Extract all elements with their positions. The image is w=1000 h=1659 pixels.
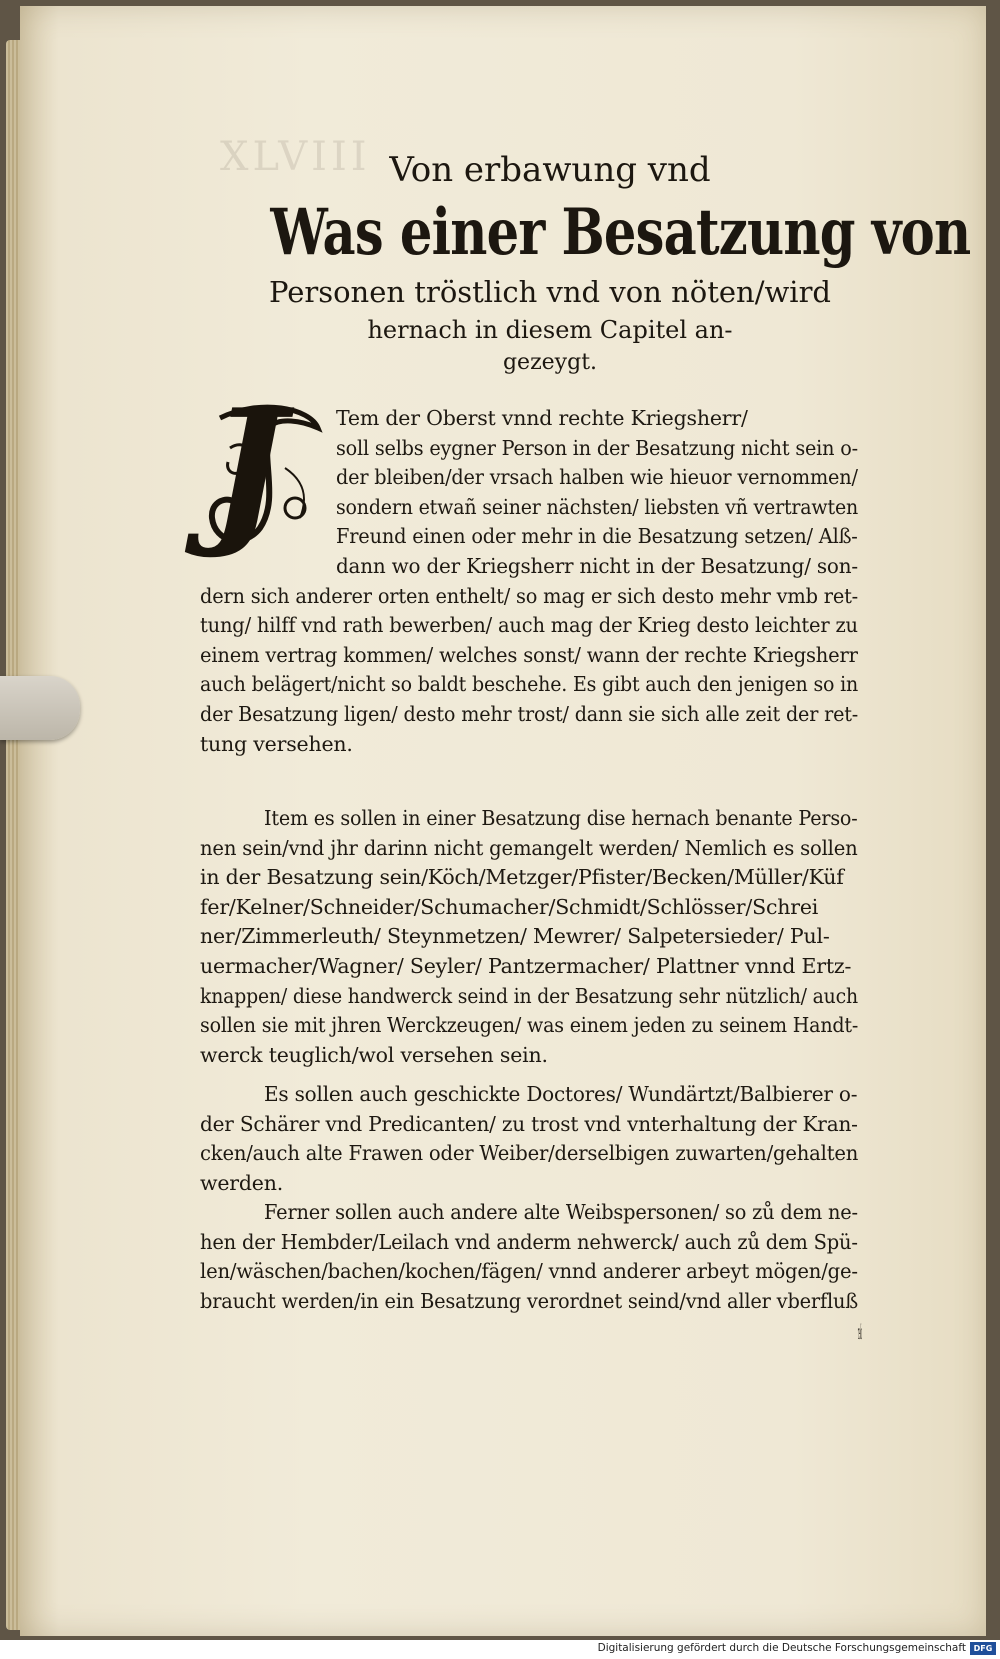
paragraph4-line: len/wäschen/bachen/kochen/fägen/ vnnd anderer arbeyt mögen/ge-: [200, 1259, 858, 1284]
paragraph1-line: tung versehen.: [200, 731, 353, 756]
paragraph2-line: knappen/ diese handwerck seind in der Besatzung sehr nützlich/ auch: [200, 983, 858, 1008]
paragraph1-line: sondern etwañ seiner nächsten/ liebsten vñ vertrawten: [336, 494, 859, 519]
paragraph3-line: werden.: [200, 1170, 284, 1195]
paragraph1-line: einem vertrag kommen/ welches sonst/ wann der rechte Kriegsherr: [200, 642, 858, 667]
heading-line-1: Von erbawung vnd: [389, 150, 711, 190]
paragraph2-line: uermacher/Wagner/ Seyler/ Pantzermacher/ Plattner vnnd Ertz-: [200, 954, 852, 978]
paragraph3-line: Es sollen auch geschickte Doctores/ Wundärtzt/Balbierer o-: [264, 1082, 858, 1106]
paragraph2-line: werck teuglich/wol versehen sein.: [200, 1042, 548, 1067]
paragraph1-line: der bleiben/der vrsach halben wie hieuor vernommen/: [336, 465, 858, 490]
decorated-initial: [200, 374, 328, 562]
paragraph1-line: Freund einen oder mehr in die Besatzung setzen/ Alß-: [336, 524, 858, 549]
footer-credit: Digitalisierung gefördert durch die Deutsche Forschungsgemeinschaft: [597, 1642, 966, 1654]
heading-line-5: gezeygt.: [502, 350, 598, 375]
bleed-through-folio: XLVIII: [220, 134, 371, 180]
dfg-logo: DFG: [970, 1642, 996, 1655]
paragraph3-line: der Schärer vnd Predicanten/ zu trost vnd vnterhaltung der Kran-: [200, 1111, 858, 1136]
heading-line-4: hernach in diesem Capitel an-: [367, 316, 733, 344]
paragraph1-line: dann wo der Kriegsherr nicht in der Besatzung/ son-: [336, 554, 858, 578]
paragraph2-line: in der Besatzung sein/Köch/Metzger/Pfister/Becken/Müller/Küf: [200, 865, 844, 890]
catchword: der: [857, 1320, 862, 1344]
heading-line-3: Personen tröstlich vnd von nöten/wird: [268, 275, 832, 309]
paragraph2-line: fer/Kelner/Schneider/Schumacher/Schmidt/Schlösser/Schrei: [200, 894, 819, 919]
paragraph4-line: braucht werden/in ein Besatzung verordnet seind/vnd aller vberfluß: [200, 1288, 859, 1313]
paragraph1-line: soll selbs eygner Person in der Besatzung nicht sein o-: [336, 435, 858, 460]
paragraph2-line: sollen sie mit jhren Werckzeugen/ was einem jeden zu seinem Handt-: [200, 1013, 859, 1038]
paragraph4-line: Ferner sollen auch andere alte Weibspersonen/ so zů dem ne-: [264, 1200, 858, 1224]
page-clip: [0, 676, 80, 740]
paragraph1-line: tung/ hilff vnd rath bewerben/ auch mag der Krieg desto leichter zu: [200, 613, 858, 638]
paragraph1-line: Tem der Oberst vnnd rechte Kriegsherr/: [336, 406, 748, 430]
paragraph1-line: auch belägert/nicht so baldt beschehe. Es gibt auch den jenigen so in: [200, 672, 859, 697]
paragraph3-line: cken/auch alte Frawen oder Weiber/derselbigen zuwarten/gehalten: [200, 1141, 859, 1166]
dropcap-letter: J: [210, 374, 286, 562]
heading-title: Was einer Besatzung von: [270, 195, 971, 270]
paragraph2-line: Item es sollen in einer Besatzung dise hernach benante Perso-: [264, 806, 858, 830]
paragraph2-line: ner/Zimmerleuth/ Steynmetzen/ Mewrer/ Salpetersieder/ Pul-: [200, 924, 830, 949]
paragraph1-line: der Besatzung ligen/ desto mehr trost/ dann sie sich alle zeit der ret-: [200, 702, 859, 726]
footer-bar: [0, 1640, 1000, 1659]
paragraph1-line: dern sich anderer orten enthelt/ so mag er sich desto mehr vmb ret-: [200, 583, 859, 608]
paragraph2-line: nen sein/vnd jhr darinn nicht gemangelt werden/ Nemlich es sollen: [200, 835, 858, 860]
paragraph4-line: hen der Hembder/Leilach vnd anderm nehwerck/ auch zů dem Spü-: [200, 1229, 858, 1254]
